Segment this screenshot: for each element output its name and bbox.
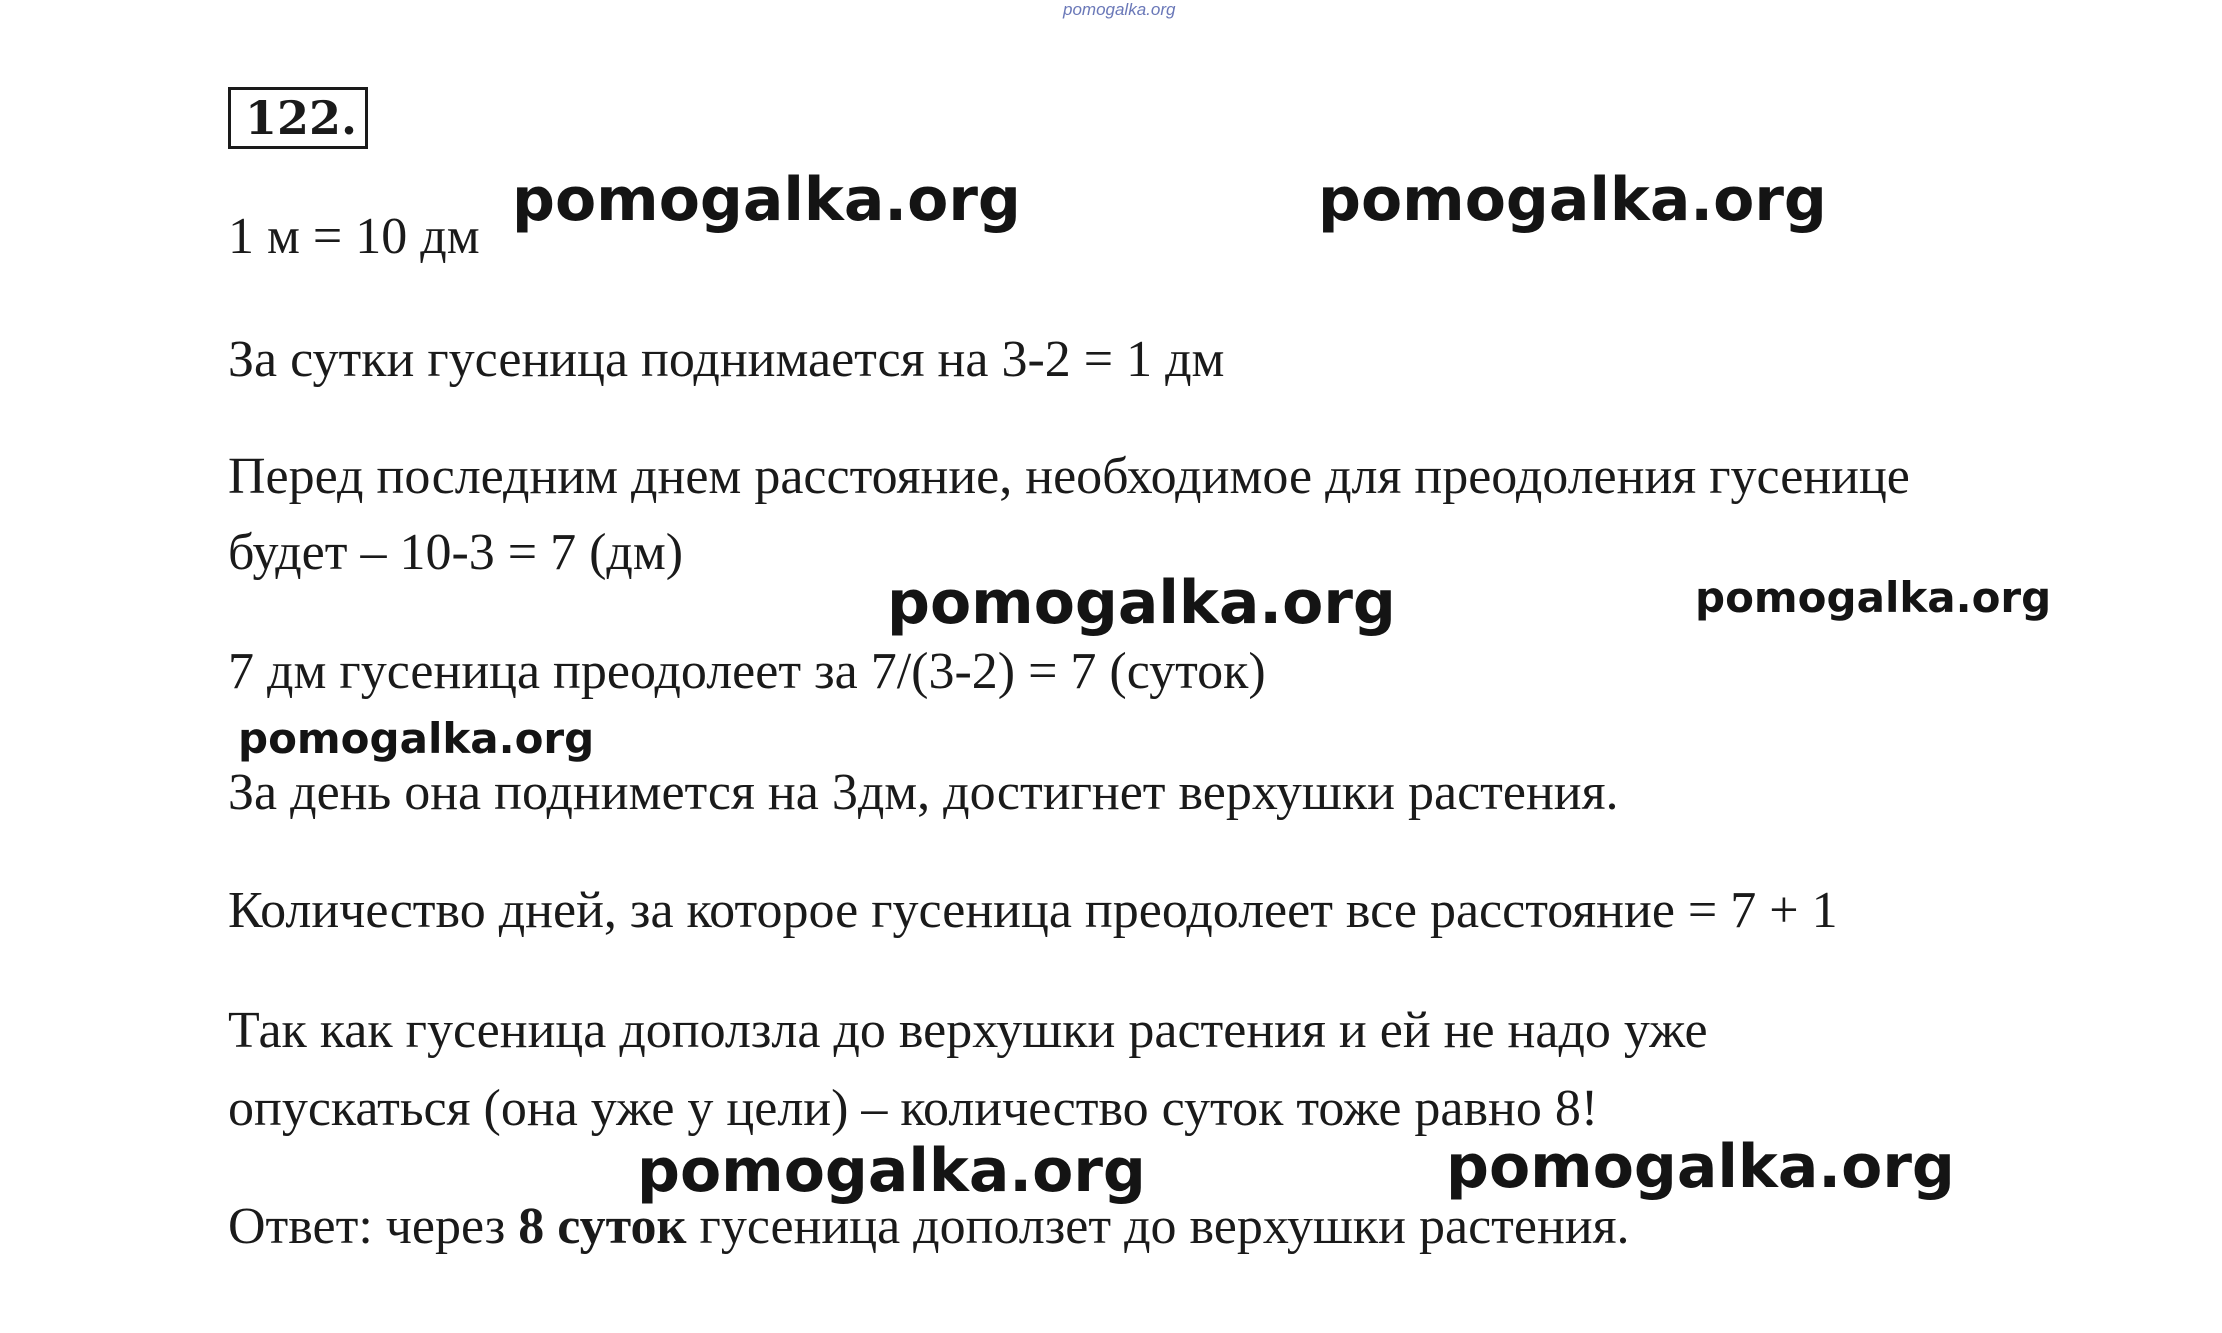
line-daily-climb: За сутки гусеница поднимается на 3-2 = 1 дм: [228, 331, 1225, 388]
watermark: pomogalka.org: [887, 568, 1396, 638]
line-reasoning-1: Так как гусеница доползла до верхушки растения и ей не надо уже: [228, 1002, 1708, 1059]
line-before-last-day: Перед последним днем расстояние, необходимое для преодоления гусенице: [228, 448, 1910, 505]
answer-prefix: Ответ: через: [228, 1198, 519, 1255]
watermark: pomogalka.org: [637, 1136, 1146, 1206]
task-number-box: 122.: [228, 87, 368, 149]
watermark: pomogalka.org: [1318, 165, 1827, 235]
watermark: pomogalka.org: [512, 165, 1021, 235]
line-last-day: За день она поднимется на 3дм, достигнет верхушки растения.: [228, 764, 1619, 821]
answer-highlight: 8 суток: [518, 1198, 687, 1255]
watermark: pomogalka.org: [238, 714, 595, 763]
line-units: 1 м = 10 дм: [228, 208, 480, 265]
line-remaining-distance: будет – 10-3 = 7 (дм): [228, 524, 684, 581]
line-days-to-climb: 7 дм гусеница преодолеет за 7/(3-2) = 7 (суток): [228, 643, 1266, 700]
top-site-label: pomogalka.org: [1063, 0, 1176, 19]
answer-suffix: гусеница доползет до верхушки растения.: [686, 1198, 1630, 1255]
watermark: pomogalka.org: [1695, 573, 2052, 622]
line-total-days: Количество дней, за которое гусеница преодолеет все расстояние = 7 + 1: [228, 882, 1838, 939]
line-reasoning-2: опускаться (она уже у цели) – количество суток тоже равно 8!: [228, 1080, 1599, 1137]
watermark: pomogalka.org: [1446, 1132, 1955, 1202]
